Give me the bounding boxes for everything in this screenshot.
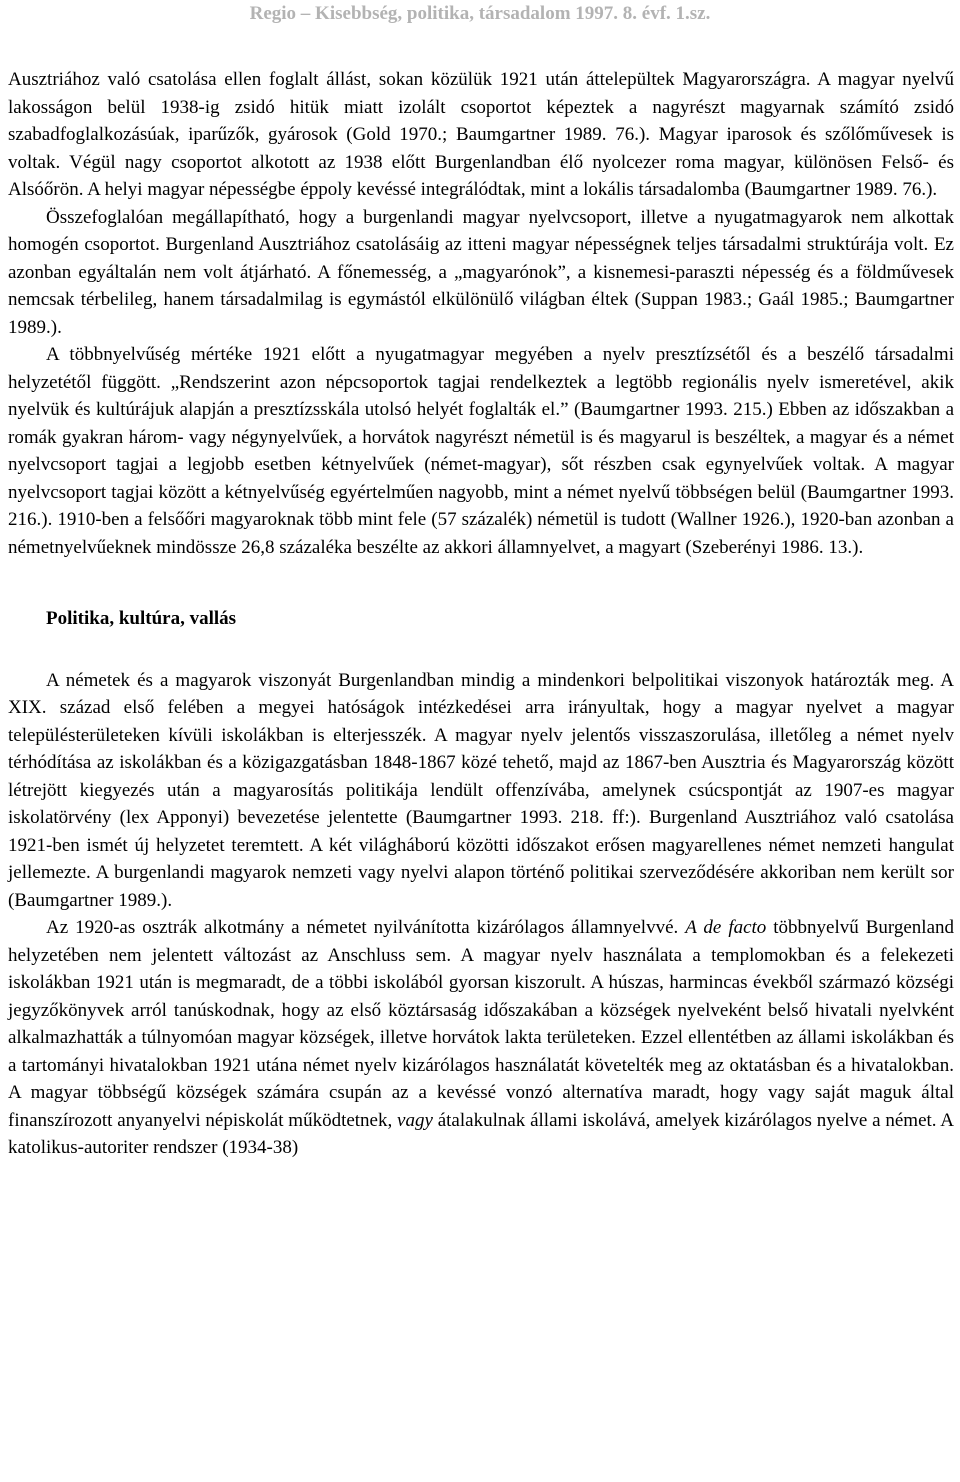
paragraph-4: A németek és a magyarok viszonyát Burgenlandban mindig a mindenkori belpolitikai viszonyok határozták meg. A XIX. század első felében a megyei hatóságok intézkedései arra irányultak, hogy a magyar nyelvet a magyar településterületeken kívüli iskolákban is elterjesszék. A magyar nyelv jelentős visszaszorulása, illetőleg a német nyelv térhódítása az iskolákban és a közigazgatásban 1848-1867 közé tehető, majd az 1867-ben Ausztria és Magyarország között létrejött kiegyezés után a magyarosítás politikája lendült offenzívába, amelynek csúcspontját az 1907-es magyar iskolatörvény (lex Apponyi) bevezetése jelentette (Baumgartner 1993. 218. ff:). Burgenland Ausztriához való csatolása 1921-ben ismét új helyzetet teremtett. A két világháború közötti időszakot erősen magyarellenes német nemzeti hangulat jellemezte. A burgenlandi magyarok nemzeti vagy nyelvi alapon történő politikai szerveződésére akkoriban nem került sor (Baumgartner 1989.). [8, 669, 954, 911]
paragraph-5-part-e: átalakulnak állami iskolává, amelyek kizárólagos nyelve a német. A katolikus-autoriter rendszer (1934-38) [8, 1109, 955, 1158]
paragraph-5-part-a: Az 1920-as osztrák alkotmány a németet nyilvánította kizárólagos államnyelvvé. [46, 917, 679, 938]
section-heading: Politika, kultúra, vallás [46, 608, 237, 629]
paragraph-3: A többnyelvűség mértéke 1921 előtt a nyugatmagyar megyében a nyelv presztízsétől és a beszélő társadalmi helyzetétől függött. „Rendszerint azon népcsoportok tagjai rendelkeztek a legtöbb regionális nyelv ismeretével, akik nyelvük és kultúrájuk alapján a presztízsskála utolsó helyét foglalták el.” (Baumgartner 1993. 215.) Ebben az időszakban a romák gyakran három- vagy négynyelvűek, a horvátok nagyrészt németül is és magyarul is beszéltek, a magyar és a német nyelvcsoport tagjai a legjobb esetben kétnyelvűek (német-magyar), sőt részben csak egynyelvűek voltak. A magyar nyelvcsoport tagjai között a kétnyelvűség egyértelműen nagyobb, mint a német nyelvű többségen belül (Baumgartner 1993. 216.). 1910-ben a felsőőri magyaroknak több mint fele (57 százalék) németül is tudott (Wallner 1926.), 1920-ban azonban a németnyelvűeknek mindössze 26,8 százaléka beszélte az akkori államnyelvet, a magyart (Szeberényi 1986. 13.). [8, 344, 954, 558]
paragraph-2: Összefoglalóan megállapítható, hogy a burgenlandi magyar nyelvcsoport, illetve a nyugatmagyarok nem alkottak homogén csoportot. Burgenland Ausztriához csatolásáig az itteni magyar népességnek teljes társadalmi struktúrája volt. Ez azonban egyáltalán nem volt átjárható. A főnemesség, a „magyarónok”, a kisnemesi-paraszti népesség és a földművesek nemcsak térbelileg, hanem társadalmilag is egymástól elkülönülő világban éltek (Suppan 1983.; Gaál 1985.; Baumgartner 1989.). [8, 206, 954, 338]
running-header: Regio – Kisebbség, politika, társadalom 1997. 8. évf. 1.sz. [249, 3, 711, 24]
paragraph-5-part-c: többnyelvű Burgenland helyzetében nem jelentett változást az Anschluss sem. A magyar nyelv használata a templomokban és a felekezeti iskolákban 1921 után is megmaradt, de a többi iskolából gyorsan kiszorult. A húszas, harmincas évekből származó községi jegyzőkönyvek arról tanúskodnak, hogy az első köztársaság időszakában a községek nyelveként belső hivatali nyelvként alkalmazhatták a túlnyomóan magyar községek, illetve horvátok lakta területeken. Ezzel ellentétben az állami iskolákban és a tartományi hivatalokban 1921 utána német nyelv kizárólagos használatát követelték meg az oktatásban és a hivatalokban. A magyar többségű községek számára csupán az a kevéssé vonzó alternatíva maradt, hogy vagy saját maguk által finanszírozott anyanyelvi népiskolát működtetnek, [8, 917, 955, 1131]
document-body [8, 66, 954, 1162]
paragraph-5-italic-de-facto: A de facto [685, 917, 767, 938]
paragraph-1: Ausztriához való csatolása ellen foglalt állást, sokan közülük 1921 után áttelepültek Magyarországra. A magyar nyelvű lakosságon belül 1938-ig zsidó hitük miatt izolált csoportot képeztek a nagyrészt magyarnak számító zsidó szabadfoglalkozásúak, iparűzők, gyárosok (Gold 1970.; Baumgartner 1989. 76.). Magyar iparosok és szőlőművesek is voltak. Végül nagy csoportot alkotott az 1938 előtt Burgenlandban élő nyolcezer roma magyar, különösen Felső- és Alsóőrön. A helyi magyar népességbe éppoly kevéssé integrálódtak, mint a lokális társadalomba (Baumgartner 1989. 76.). [8, 69, 954, 200]
paragraph-5-italic-vagy: vagy [397, 1109, 433, 1131]
paragraph-5 [8, 914, 954, 1162]
